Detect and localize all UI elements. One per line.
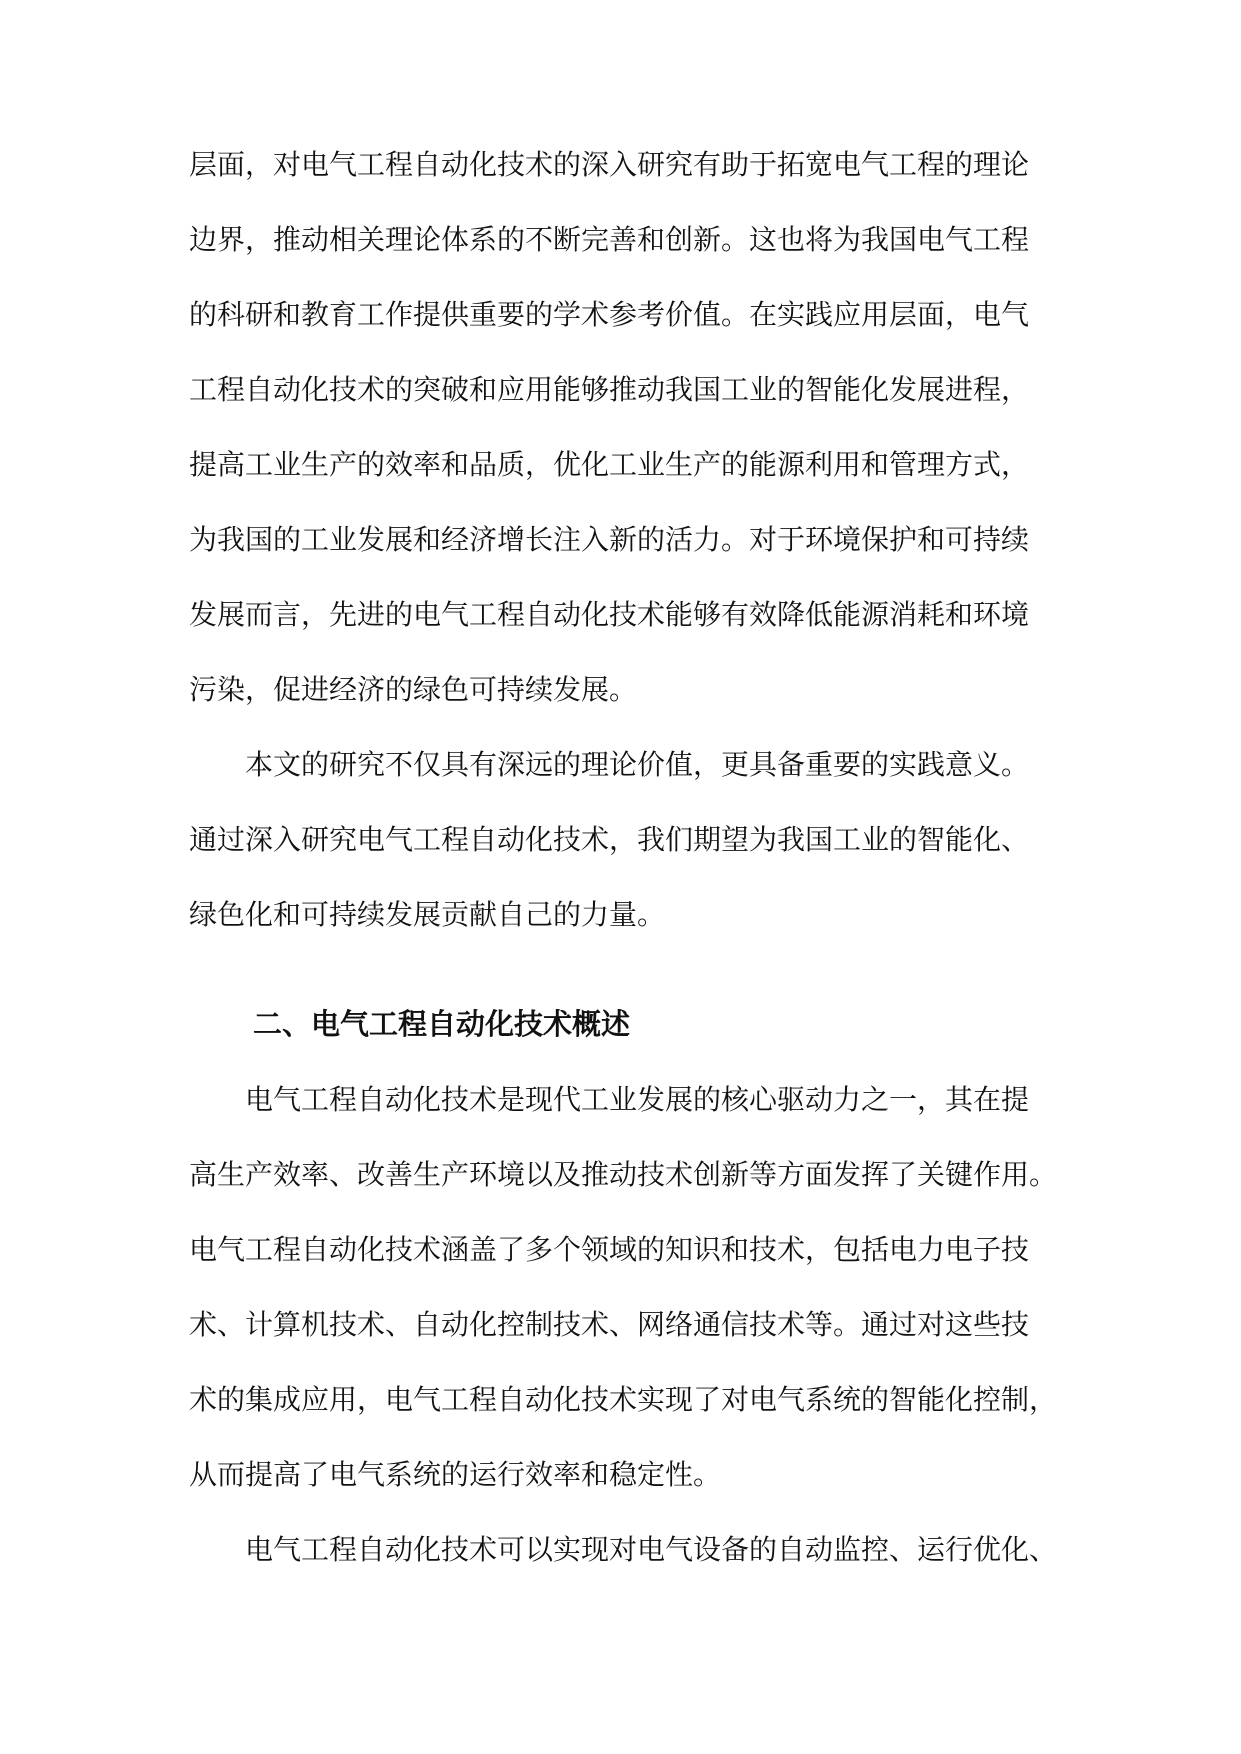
text-line: 本文的研究不仅具有深远的理论价值，更具备重要的实践意义。 bbox=[245, 748, 1030, 781]
text-line: 的科研和教育工作提供重要的学术参考价值。在实践应用层面，电气 bbox=[189, 298, 1030, 331]
text-line: 从而提高了电气系统的运行效率和稳定性。 bbox=[189, 1458, 722, 1491]
text-line: 提高工业生产的效率和品质，优化工业生产的能源利用和管理方式， bbox=[189, 448, 1030, 481]
text-line: 电气工程自动化技术可以实现对电气设备的自动监控、运行优化、 bbox=[245, 1533, 1058, 1566]
text-line: 层面，对电气工程自动化技术的深入研究有助于拓宽电气工程的理论 bbox=[189, 148, 1030, 181]
paragraph-overview bbox=[189, 1081, 1058, 1531]
section-heading: 二、电气工程自动化技术概述 bbox=[253, 1007, 631, 1041]
text-line: 高生产效率、改善生产环境以及推动技术创新等方面发挥了关键作用。 bbox=[189, 1158, 1058, 1191]
text-line: 边界，推动相关理论体系的不断完善和创新。这也将为我国电气工程 bbox=[189, 223, 1030, 256]
paragraph-functions bbox=[189, 1531, 1058, 1568]
text-line: 术、计算机技术、自动化控制技术、网络通信技术等。通过对这些技 bbox=[189, 1308, 1030, 1341]
text-line: 绿色化和可持续发展贡献自己的力量。 bbox=[189, 898, 666, 931]
text-line: 电气工程自动化技术是现代工业发展的核心驱动力之一，其在提 bbox=[245, 1083, 1030, 1116]
text-line: 电气工程自动化技术涵盖了多个领域的知识和技术，包括电力电子技 bbox=[189, 1233, 1030, 1266]
document-body bbox=[189, 146, 1058, 1568]
paragraph-theory-practice bbox=[189, 146, 1054, 746]
text-line: 工程自动化技术的突破和应用能够推动我国工业的智能化发展进程， bbox=[189, 373, 1030, 406]
text-line: 通过深入研究电气工程自动化技术，我们期望为我国工业的智能化、 bbox=[189, 823, 1030, 856]
text-line: 污染，促进经济的绿色可持续发展。 bbox=[189, 673, 638, 706]
text-line: 术的集成应用，电气工程自动化技术实现了对电气系统的智能化控制， bbox=[189, 1383, 1058, 1416]
paragraph-significance bbox=[189, 746, 1054, 933]
text-line: 发展而言，先进的电气工程自动化技术能够有效降低能源消耗和环境 bbox=[189, 598, 1030, 631]
text-line: 为我国的工业发展和经济增长注入新的活力。对于环境保护和可持续 bbox=[189, 523, 1030, 556]
